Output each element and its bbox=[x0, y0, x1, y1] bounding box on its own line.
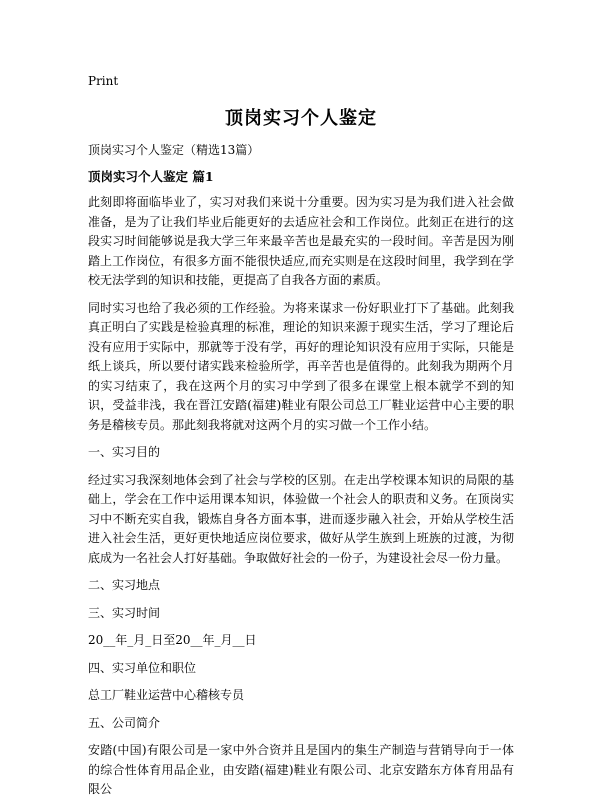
unit-position-value: 总工厂鞋业运营中心稽核专员 bbox=[88, 688, 245, 702]
heading-internship-time: 三、实习时间 bbox=[88, 605, 161, 620]
heading-internship-purpose: 一、实习目的 bbox=[88, 445, 161, 459]
document-title: 顶岗实习个人鉴定 bbox=[225, 108, 377, 129]
heading-unit-and-position: 四、实习单位和职位 bbox=[88, 660, 197, 675]
paragraph-intro: 此刻即将面临毕业了，实习对我们来说十分重要。因为实习是为我们进入社会做准备，是为了让我们毕业后能更好的去适应社会和工作岗位。此刻正在进行的这段实习时间能够说是我大学三年来最辛苦也是最充实的一段时间。辛苦是因为刚踏上工作岗位，有很多方面不能很快适应,而充实则是在这段时间里，我学到在学校无法学到的知识和技能，更提高了自我各方面的素质。 bbox=[88, 195, 514, 287]
print-link[interactable]: Print bbox=[88, 74, 119, 88]
paragraph-experience: 同时实习也给了我必须的工作经验。为将来谋求一份好职业打下了基础。此刻我真正明白了实践是检验真理的标准，理论的知识来源于现实生活，学习了理论后没有应用于实际中，那就等于没有学，再好的理论知识没有应用于实际，只能是纸上谈兵，所以要付诸实践来检验所学，再辛苦也是值得的。此刻我为期两个月的实习结束了，我在这两个月的实习中学到了很多在课堂上根本就学不到的知识，受益非浅，我在晋江安踏(福建)鞋业有限公司总工厂鞋业运营中心主要的职务是稽核专员。那此刻我将就对这两个月的实习做一个工作小结。 bbox=[88, 300, 514, 432]
internship-date-range: 20__年_月_日至20__年_月__日 bbox=[88, 633, 257, 647]
section-heading: 顶岗实习个人鉴定 篇1 bbox=[88, 169, 214, 184]
paragraph-company-profile: 安踏(中国)有限公司是一家中外合资并且是国内的集生产制造与营销导向于一体的综合性体育用品企业，由安踏(福建)鞋业有限公司、北京安踏东方体育用品有限公 bbox=[88, 743, 514, 796]
document-subtitle: 顶岗实习个人鉴定（精选13篇） bbox=[88, 143, 260, 157]
heading-company-profile: 五、公司简介 bbox=[88, 715, 161, 730]
heading-internship-location: 二、实习地点 bbox=[88, 578, 161, 592]
paragraph-purpose: 经过实习我深刻地体会到了社会与学校的区别。在走出学校课本知识的局限的基础上，学会在工作中运用课本知识，体验做一个社会人的职责和义务。在顶岗实习中不断充实自我，锻炼自身各方面本事，进而逐步融入社会，开始从学校生活进入社会生活，更好更快地适应岗位要求，做好从学生族到上班族的过渡，为彻底成为一名社会人打好基础。争取做好社会的一份子，为建设社会尽一份力量。 bbox=[88, 472, 514, 565]
